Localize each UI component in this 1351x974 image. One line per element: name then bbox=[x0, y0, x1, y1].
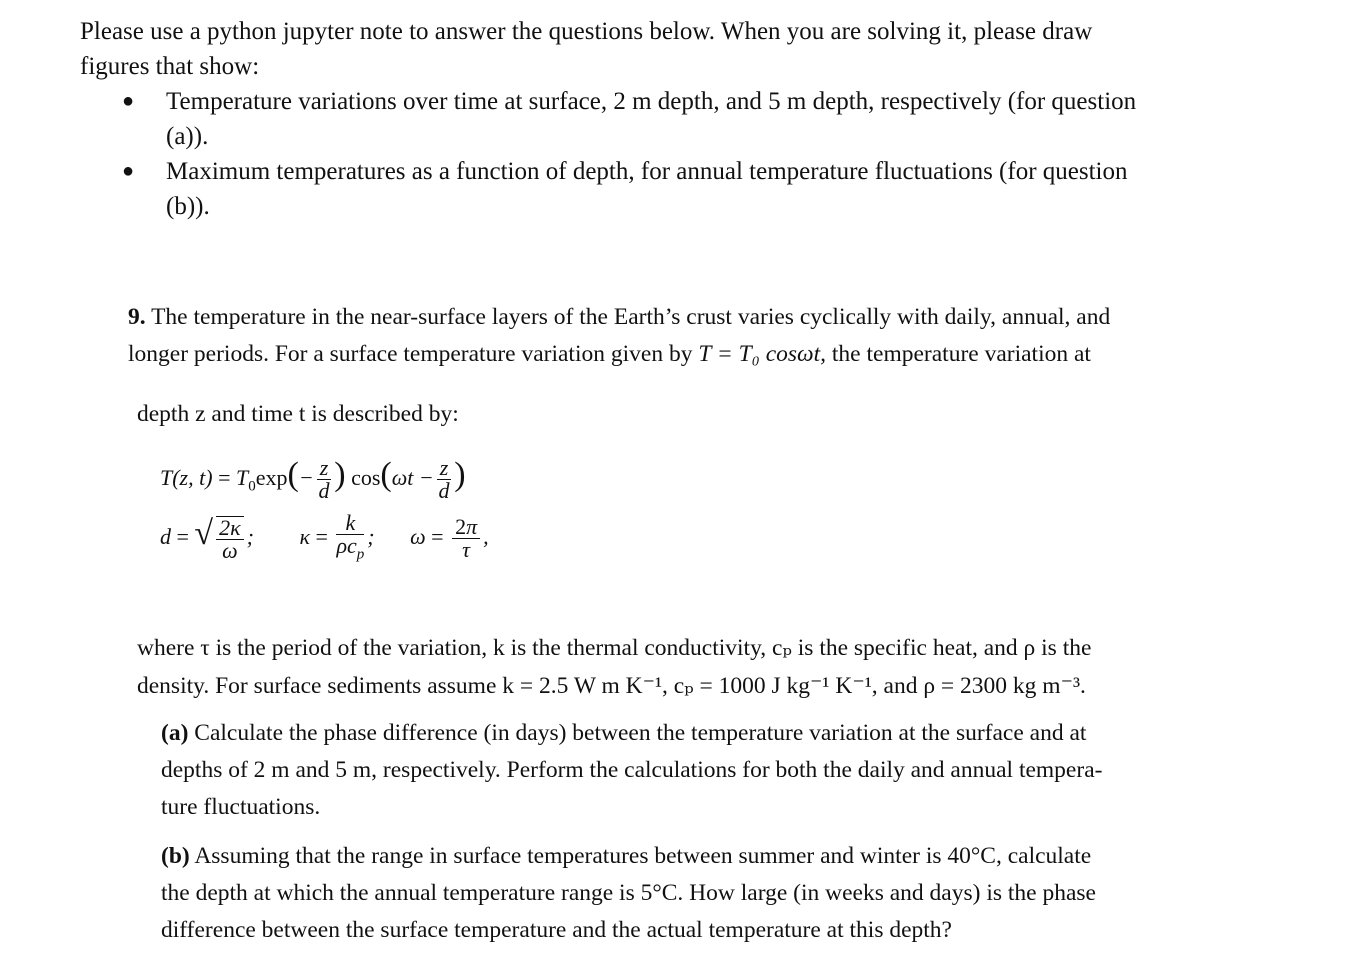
intro-line-1: Please use a python jupyter note to answer the questions below. When you are solving it, please draw bbox=[80, 18, 1093, 45]
problem-text-2: longer periods. For a surface temperature variation given by bbox=[128, 341, 693, 367]
bullet-icon: ● bbox=[122, 160, 135, 182]
equation-text-source bbox=[0, 0, 1, 1]
problem-line-3: depth z and time t is described by: bbox=[137, 401, 459, 427]
part-b-line-3: difference between the surface temperature and the actual temperature at this depth? bbox=[161, 917, 952, 943]
bullet-1-line-2: (a)). bbox=[166, 123, 209, 150]
part-b-text-1: Assuming that the range in surface temperatures between summer and winter is 40°C, calculate bbox=[189, 843, 1092, 869]
surface-temp-equation: T = T₀ cosωt, bbox=[698, 341, 827, 367]
part-a-line-1 bbox=[161, 720, 1086, 747]
where-line-1: where τ is the period of the variation, k is the thermal conductivity, cₚ is the specific heat, and ρ is the bbox=[137, 635, 1092, 661]
problem-number: 9. bbox=[128, 304, 146, 330]
part-a-line-2: depths of 2 m and 5 m, respectively. Perform the calculations for both the daily and annual tempera- bbox=[161, 757, 1103, 783]
part-b-label: (b) bbox=[161, 843, 190, 869]
equation-1-text bbox=[0, 0, 1, 1]
equation-temperature: T(z, $t) = T_0\exp(-$ $\frac{z}{d}$ ) cos(ωt − $\frac{z}{d}$ ) bbox=[160, 455, 466, 504]
problem-text-1: The temperature in the near-surface layers of the Earth’s crust varies cyclically with daily, annual, and bbox=[145, 304, 1111, 330]
problem-text-2-tail: the temperature variation at bbox=[831, 341, 1091, 367]
part-b-line-2: the depth at which the annual temperature range is 5°C. How large (in weeks and days) is the phase bbox=[161, 880, 1096, 906]
bullet-1-line-1: Temperature variations over time at surface, 2 m depth, and 5 m depth, respectively (for question bbox=[166, 88, 1137, 115]
bullet-2-line-1: Maximum temperatures as a function of depth, for annual temperature fluctuations (for question bbox=[166, 158, 1128, 185]
equation-parameters: d = √ $\frac{2\kappa}{\omega}$ ; κ = $\frac{k}{\rho c_p}$ ; ω = $\frac{2\pi}{\tau}$ , bbox=[160, 510, 489, 564]
bullet-2-line-2: (b)). bbox=[166, 193, 210, 220]
part-b-line-1 bbox=[161, 843, 1091, 870]
problem-line-1 bbox=[128, 304, 1110, 331]
where-line-2: density. For surface sediments assume k = 2.5 W m K⁻¹, cₚ = 1000 J kg⁻¹ K⁻¹, and ρ = 2300 kg m⁻³. bbox=[137, 673, 1086, 699]
intro-line-2: figures that show: bbox=[80, 53, 260, 80]
part-a-line-3: ture fluctuations. bbox=[161, 794, 321, 820]
bullet-icon: ● bbox=[122, 90, 135, 112]
part-a-label: (a) bbox=[161, 720, 189, 746]
part-a-text-1: Calculate the phase difference (in days) between the temperature variation at the surface and at bbox=[188, 720, 1087, 746]
problem-line-2 bbox=[128, 341, 1091, 368]
